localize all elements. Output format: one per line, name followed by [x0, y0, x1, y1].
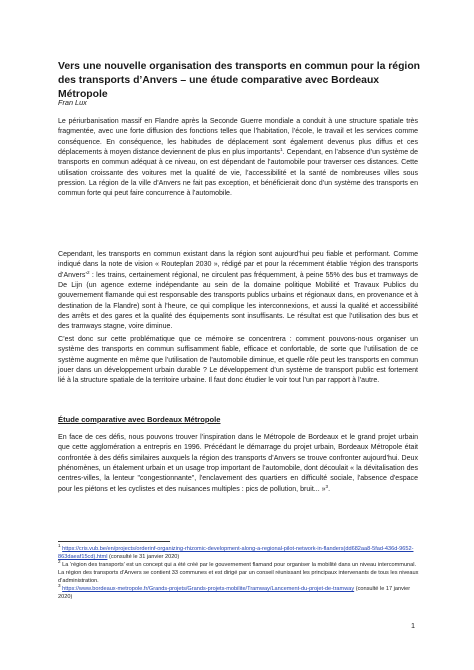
paragraph-text: Cependant, les transports en commun existant dans la région sont aujourd’hui peu fiable et performant. Comme indiqué dans la note de vision « Routeplan 2030 », rédigé par et pour la récemment établie ‘région des transports d’Anvers’: [58, 251, 418, 279]
paragraph-text: . Cependant, en l’absence d’un système de transports en commun adéquat à ce niveau, on est dépendant de l’automobile pour traverser ces distances. Cette utilisation croissante des voitures met la qualité de vie, l’accessibilité et la santé de nombreuses villes sous pression. La région de la ville d’Anvers ne fait pas exception, et bénéficierait donc d’un système des transports en commun forte qui peut faire concurrence à l’automobile.: [58, 149, 418, 198]
paragraph-text: Le périurbanisation massif en Flandre après la Seconde Guerre mondiale a conduit à une structure spatiale très fragmentée, avec une forte diffusion des fonctions telles que l’habitation, l’école, le travail et les services comme conséquence. En conséquence, les habitudes de déplacement sont également devenus plus diffus et ces déplacements à moyen distance deviennent de plus en plus importants: [58, 118, 418, 157]
paragraph-text: .: [328, 485, 331, 493]
footnote-separator: [58, 541, 170, 542]
footnote-number: 2: [58, 559, 61, 564]
paragraph-text: En face de ces défis, nous pouvons trouver l’inspiration dans le Métropole de Bordeaux et le grand projet urbain que cette agglomération a entrepris en 1996. Précédant le démarrage du projet urbain, Bordeaux Métropole était confrontée à des défis similaires auxquels la région des transports d’Anvers se trouve confronter aujourd’hui. Deux phénomènes, un étalement urbain et un usage trop important de l’automobile, dont découlait « la dévitalisation des centres-villes, la lenteur "congestionnante", l'enclavement des quartiers en difficulté sociale, l'absence d'espace pour les piétons et les cyclistes et des nuisances multiples : pics de pollution, bruit... »: [58, 434, 418, 493]
body-paragraph-3: [58, 335, 418, 387]
paragraph-text: : les trains, certainement régional, ne circulent pas fréquemment, à peine 55% des bus et tramways de De Lijn (un agence externe indépendante au sein de la domaine politique Mobilité et Travaux Publics du gouvernement flamande qui est responsable des transports publics urbains et régionaux dans, en provenance et à destination de la Flandre) sont à l’heure, ce qui complique les interconnexions, et aussi la qualité et accessibilité des arrêts et des gares et la qualité des équipements sont insuffisants. Le résultat est que l’utilisation des bus et des tramways stagne, voire diminue.: [58, 271, 418, 331]
footnote-3: [58, 585, 420, 601]
body-paragraph-1: [58, 117, 418, 200]
footnote-ref-3[interactable]: 3: [325, 483, 329, 489]
footnote-number: 3: [58, 583, 61, 588]
footnote-link-3[interactable]: https://www.bordeaux-metropole.fr/Grands-projets/Grands-projets-mobilite/Tramway/Lancement-du-projet-de-tramway: [62, 586, 355, 592]
footnote-text: (consulté le 17 janvier 2020): [58, 586, 411, 600]
footnote-2: [58, 561, 420, 585]
footnote-ref-1[interactable]: 1: [280, 147, 283, 153]
footnote-link-1[interactable]: https://cris.vub.be/en/projects/orderinf-organizing-rhizomic-development-along-a-regional-pilot-network-in-flanders(dd682aa8-5fad-436d-9652-863daeaf15cd).html: [58, 546, 414, 560]
footnote-text: (consulté le 31 janvier 2020): [107, 554, 180, 560]
page-number: 1: [411, 621, 416, 630]
body-paragraph-4: [58, 433, 418, 495]
footnote-ref-2[interactable]: 2: [86, 269, 90, 275]
footnote-1: [58, 545, 420, 561]
footnote-text: La ‘région des transports’ est un concept qui a été créé par le gouvernement flamand pour organiser la mobilité dans un niveau intercommunal. La région des transports d’Anvers se contient 33 communes et est dirigé par un conseil réunissant les principaux intervenants de tous les niveaux d’administration.: [58, 562, 419, 584]
footnote-number: 1: [58, 543, 61, 548]
footnotes: [58, 545, 420, 601]
section-heading: Étude comparative avec Bordeaux Métropole: [58, 415, 221, 424]
body-paragraph-2: [58, 250, 418, 333]
author-name: Fran Lux: [58, 98, 87, 107]
paragraph-text: C’est donc sur cette problématique que ce mémoire se concentrera : comment pouvons-nous organiser un système des transports en commun suffisamment fiable, efficace et confortable, de sorte que l’utilisation de ce système augmente en même que l’utilisation de l’automobile diminue, et quelle rôle peut les transports en commun jouer dans un développement urbain durable ? Le développement d’un système de transport public est fortement lié à la structure spatiale de la territoire urbaine. Il faut donc étudier le voir tout l’un par rapport à l’autre.: [58, 336, 418, 385]
document-title: Vers une nouvelle organisation des transports en commun pour la région des transports d’Anvers – une étude comparative avec Bordeaux Métropole: [58, 61, 421, 100]
